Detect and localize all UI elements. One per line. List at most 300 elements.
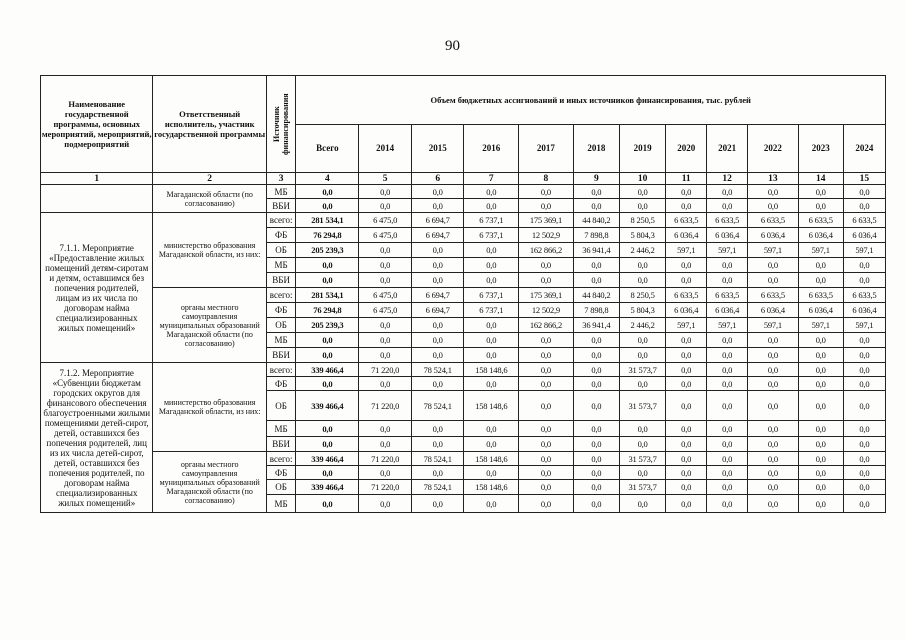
total-cell: 0,0 xyxy=(296,348,359,363)
value-cell: 0,0 xyxy=(666,480,707,495)
column-number: 8 xyxy=(519,173,574,185)
value-cell: 78 524,1 xyxy=(411,391,464,421)
value-cell: 0,0 xyxy=(519,452,574,466)
value-cell: 0,0 xyxy=(573,437,619,452)
value-cell: 597,1 xyxy=(843,318,885,333)
value-cell: 0,0 xyxy=(707,348,748,363)
header-executor: Ответственный исполнитель, участник государственной программы xyxy=(153,76,266,173)
total-cell: 281 534,1 xyxy=(296,213,359,228)
value-cell: 597,1 xyxy=(707,243,748,258)
header-year: 2015 xyxy=(411,124,464,173)
value-cell: 0,0 xyxy=(573,421,619,437)
value-cell: 0,0 xyxy=(748,466,798,480)
source-cell: ВБИ xyxy=(266,348,295,363)
value-cell: 0,0 xyxy=(748,199,798,213)
value-cell: 0,0 xyxy=(411,258,464,273)
executor-name: Магаданской области (по согласованию) xyxy=(153,185,266,213)
value-cell: 0,0 xyxy=(798,466,843,480)
value-cell: 0,0 xyxy=(464,437,519,452)
value-cell: 6 633,5 xyxy=(707,288,748,303)
source-cell: ВБИ xyxy=(266,437,295,452)
value-cell: 5 804,3 xyxy=(619,303,665,318)
value-cell: 6 036,4 xyxy=(798,228,843,243)
value-cell: 0,0 xyxy=(359,318,412,333)
value-cell: 0,0 xyxy=(411,466,464,480)
value-cell: 6 737,1 xyxy=(464,213,519,228)
value-cell: 0,0 xyxy=(573,185,619,199)
value-cell: 0,0 xyxy=(666,273,707,288)
value-cell: 0,0 xyxy=(707,258,748,273)
value-cell: 0,0 xyxy=(464,318,519,333)
source-cell: МБ xyxy=(266,421,295,437)
value-cell: 6 633,5 xyxy=(707,213,748,228)
value-cell: 0,0 xyxy=(843,348,885,363)
value-cell: 0,0 xyxy=(748,437,798,452)
total-cell: 0,0 xyxy=(296,273,359,288)
value-cell: 0,0 xyxy=(748,391,798,421)
value-cell: 0,0 xyxy=(464,273,519,288)
total-cell: 281 534,1 xyxy=(296,288,359,303)
value-cell: 0,0 xyxy=(573,333,619,348)
value-cell: 0,0 xyxy=(843,391,885,421)
value-cell: 31 573,7 xyxy=(619,391,665,421)
value-cell: 0,0 xyxy=(843,185,885,199)
value-cell: 0,0 xyxy=(707,391,748,421)
value-cell: 0,0 xyxy=(411,273,464,288)
executor-name: министерство образования Магаданской области, из них: xyxy=(153,363,266,452)
value-cell: 0,0 xyxy=(748,185,798,199)
column-number: 10 xyxy=(619,173,665,185)
value-cell: 6 633,5 xyxy=(843,213,885,228)
table-row xyxy=(41,185,886,199)
value-cell: 6 737,1 xyxy=(464,288,519,303)
value-cell: 0,0 xyxy=(666,437,707,452)
header-year: 2020 xyxy=(666,124,707,173)
total-cell: 0,0 xyxy=(296,185,359,199)
value-cell: 0,0 xyxy=(411,348,464,363)
value-cell: 0,0 xyxy=(464,466,519,480)
value-cell: 0,0 xyxy=(519,480,574,495)
value-cell: 6 694,7 xyxy=(411,288,464,303)
value-cell: 12 502,9 xyxy=(519,228,574,243)
value-cell: 0,0 xyxy=(798,437,843,452)
value-cell: 0,0 xyxy=(573,258,619,273)
value-cell: 0,0 xyxy=(666,466,707,480)
value-cell: 7 898,8 xyxy=(573,228,619,243)
value-cell: 162 866,2 xyxy=(519,318,574,333)
value-cell: 6 036,4 xyxy=(748,303,798,318)
value-cell: 0,0 xyxy=(519,333,574,348)
value-cell: 0,0 xyxy=(619,495,665,513)
value-cell: 6 694,7 xyxy=(411,213,464,228)
value-cell: 0,0 xyxy=(666,377,707,391)
total-cell: 339 466,4 xyxy=(296,363,359,377)
value-cell: 6 633,5 xyxy=(666,213,707,228)
value-cell: 0,0 xyxy=(464,199,519,213)
value-cell: 6 475,0 xyxy=(359,213,412,228)
value-cell: 175 369,1 xyxy=(519,288,574,303)
total-cell: 0,0 xyxy=(296,199,359,213)
value-cell: 0,0 xyxy=(843,480,885,495)
value-cell: 0,0 xyxy=(707,363,748,377)
program-name xyxy=(41,185,153,213)
value-cell: 0,0 xyxy=(411,421,464,437)
value-cell: 597,1 xyxy=(798,318,843,333)
value-cell: 6 694,7 xyxy=(411,303,464,318)
value-cell: 0,0 xyxy=(748,333,798,348)
value-cell: 0,0 xyxy=(843,199,885,213)
value-cell: 0,0 xyxy=(798,348,843,363)
header-year: 2019 xyxy=(619,124,665,173)
value-cell: 0,0 xyxy=(619,258,665,273)
source-cell: ОБ xyxy=(266,243,295,258)
value-cell: 0,0 xyxy=(798,495,843,513)
value-cell: 7 898,8 xyxy=(573,303,619,318)
value-cell: 0,0 xyxy=(798,273,843,288)
value-cell: 0,0 xyxy=(843,421,885,437)
value-cell: 0,0 xyxy=(748,480,798,495)
value-cell: 0,0 xyxy=(707,480,748,495)
column-number: 1 xyxy=(41,173,153,185)
value-cell: 0,0 xyxy=(707,495,748,513)
header-year: 2024 xyxy=(843,124,885,173)
value-cell: 158 148,6 xyxy=(464,391,519,421)
value-cell: 6 633,5 xyxy=(748,213,798,228)
value-cell: 0,0 xyxy=(573,495,619,513)
value-cell: 0,0 xyxy=(359,348,412,363)
header-source: Источник финансирования xyxy=(266,76,295,173)
source-cell: ОБ xyxy=(266,391,295,421)
value-cell: 0,0 xyxy=(464,421,519,437)
value-cell: 71 220,0 xyxy=(359,391,412,421)
program-name: 7.1.1. Мероприятие «Предоставление жилых помещений детям-сиротам и детям, оставшимся без попечения родителей, лицам из их числа по договорам найма специализированных жилых помещений» xyxy=(41,213,153,363)
value-cell: 0,0 xyxy=(619,273,665,288)
source-cell: всего: xyxy=(266,213,295,228)
source-cell: ВБИ xyxy=(266,273,295,288)
column-number: 15 xyxy=(843,173,885,185)
value-cell: 0,0 xyxy=(573,480,619,495)
value-cell: 0,0 xyxy=(573,363,619,377)
value-cell: 0,0 xyxy=(519,348,574,363)
source-cell: ОБ xyxy=(266,318,295,333)
source-cell: ФБ xyxy=(266,303,295,318)
total-cell: 339 466,4 xyxy=(296,480,359,495)
value-cell: 31 573,7 xyxy=(619,363,665,377)
total-cell: 0,0 xyxy=(296,466,359,480)
executor-name: министерство образования Магаданской области, из них: xyxy=(153,213,266,288)
total-cell: 339 466,4 xyxy=(296,452,359,466)
value-cell: 0,0 xyxy=(798,377,843,391)
total-cell: 0,0 xyxy=(296,333,359,348)
value-cell: 0,0 xyxy=(707,452,748,466)
value-cell: 0,0 xyxy=(798,363,843,377)
value-cell: 6 737,1 xyxy=(464,303,519,318)
value-cell: 0,0 xyxy=(359,466,412,480)
header-year: Всего xyxy=(296,124,359,173)
value-cell: 6 036,4 xyxy=(666,303,707,318)
value-cell: 0,0 xyxy=(519,391,574,421)
total-cell: 205 239,3 xyxy=(296,318,359,333)
value-cell: 0,0 xyxy=(843,452,885,466)
value-cell: 175 369,1 xyxy=(519,213,574,228)
value-cell: 0,0 xyxy=(573,466,619,480)
value-cell: 0,0 xyxy=(619,185,665,199)
page-number: 90 xyxy=(445,38,460,54)
value-cell: 0,0 xyxy=(411,377,464,391)
value-cell: 597,1 xyxy=(798,243,843,258)
value-cell: 597,1 xyxy=(843,243,885,258)
value-cell: 6 633,5 xyxy=(798,213,843,228)
value-cell: 6 737,1 xyxy=(464,228,519,243)
header-year: 2023 xyxy=(798,124,843,173)
value-cell: 0,0 xyxy=(748,377,798,391)
value-cell: 0,0 xyxy=(843,333,885,348)
value-cell: 0,0 xyxy=(573,391,619,421)
value-cell: 0,0 xyxy=(573,273,619,288)
value-cell: 158 148,6 xyxy=(464,452,519,466)
value-cell: 0,0 xyxy=(798,421,843,437)
value-cell: 12 502,9 xyxy=(519,303,574,318)
value-cell: 0,0 xyxy=(359,495,412,513)
column-number: 13 xyxy=(748,173,798,185)
source-cell: всего: xyxy=(266,363,295,377)
total-cell: 0,0 xyxy=(296,495,359,513)
value-cell: 0,0 xyxy=(666,391,707,421)
table-row xyxy=(41,363,886,377)
value-cell: 0,0 xyxy=(748,258,798,273)
value-cell: 8 250,5 xyxy=(619,288,665,303)
value-cell: 0,0 xyxy=(464,243,519,258)
total-cell: 205 239,3 xyxy=(296,243,359,258)
value-cell: 0,0 xyxy=(666,452,707,466)
executor-name: органы местного самоуправления муниципальных образований Магаданской области (по согласованию) xyxy=(153,452,266,513)
value-cell: 36 941,4 xyxy=(573,243,619,258)
source-cell: МБ xyxy=(266,333,295,348)
value-cell: 0,0 xyxy=(666,421,707,437)
value-cell: 31 573,7 xyxy=(619,480,665,495)
value-cell: 0,0 xyxy=(464,348,519,363)
value-cell: 2 446,2 xyxy=(619,243,665,258)
value-cell: 0,0 xyxy=(748,421,798,437)
value-cell: 0,0 xyxy=(411,185,464,199)
value-cell: 6 036,4 xyxy=(843,303,885,318)
value-cell: 0,0 xyxy=(519,377,574,391)
value-cell: 0,0 xyxy=(573,452,619,466)
value-cell: 0,0 xyxy=(359,437,412,452)
value-cell: 0,0 xyxy=(843,377,885,391)
header-year: 2017 xyxy=(519,124,574,173)
value-cell: 0,0 xyxy=(519,185,574,199)
header-year: 2016 xyxy=(464,124,519,173)
value-cell: 0,0 xyxy=(619,377,665,391)
total-cell: 0,0 xyxy=(296,421,359,437)
source-cell: ФБ xyxy=(266,228,295,243)
source-cell: ФБ xyxy=(266,377,295,391)
value-cell: 0,0 xyxy=(359,243,412,258)
value-cell: 6 475,0 xyxy=(359,303,412,318)
program-name: 7.1.2. Мероприятие «Субвенции бюджетам городских округов для финансового обеспечения благоустроенными жилыми помещениями детей-сирот, детей, оставшихся без попечения родителей, лиц из их числа детей-сирот, детей, оставшихся без попечения родителей, по договорам найма специализированных жилых помещений» xyxy=(41,363,153,513)
value-cell: 0,0 xyxy=(666,348,707,363)
value-cell: 0,0 xyxy=(843,495,885,513)
value-cell: 6 694,7 xyxy=(411,228,464,243)
value-cell: 6 036,4 xyxy=(707,228,748,243)
value-cell: 0,0 xyxy=(666,199,707,213)
value-cell: 0,0 xyxy=(619,199,665,213)
value-cell: 6 036,4 xyxy=(748,228,798,243)
value-cell: 0,0 xyxy=(843,273,885,288)
value-cell: 0,0 xyxy=(573,377,619,391)
value-cell: 0,0 xyxy=(519,363,574,377)
value-cell: 0,0 xyxy=(666,333,707,348)
value-cell: 0,0 xyxy=(464,495,519,513)
source-cell: ФБ xyxy=(266,466,295,480)
value-cell: 0,0 xyxy=(519,258,574,273)
header-year: 2014 xyxy=(359,124,412,173)
column-number: 6 xyxy=(411,173,464,185)
value-cell: 0,0 xyxy=(573,199,619,213)
value-cell: 2 446,2 xyxy=(619,318,665,333)
value-cell: 0,0 xyxy=(359,377,412,391)
value-cell: 597,1 xyxy=(748,318,798,333)
column-number: 9 xyxy=(573,173,619,185)
source-cell: ВБИ xyxy=(266,199,295,213)
value-cell: 0,0 xyxy=(798,199,843,213)
value-cell: 44 840,2 xyxy=(573,288,619,303)
total-cell: 0,0 xyxy=(296,258,359,273)
value-cell: 6 036,4 xyxy=(666,228,707,243)
table-row xyxy=(41,452,886,466)
funding-table xyxy=(40,75,886,513)
value-cell: 0,0 xyxy=(707,185,748,199)
value-cell: 0,0 xyxy=(798,258,843,273)
value-cell: 0,0 xyxy=(411,495,464,513)
value-cell: 0,0 xyxy=(619,437,665,452)
value-cell: 6 475,0 xyxy=(359,288,412,303)
value-cell: 0,0 xyxy=(666,363,707,377)
header-year: 2022 xyxy=(748,124,798,173)
column-number: 3 xyxy=(266,173,295,185)
table-row xyxy=(41,288,886,303)
value-cell: 0,0 xyxy=(798,452,843,466)
value-cell: 0,0 xyxy=(843,466,885,480)
value-cell: 597,1 xyxy=(707,318,748,333)
value-cell: 0,0 xyxy=(666,258,707,273)
value-cell: 0,0 xyxy=(359,199,412,213)
value-cell: 0,0 xyxy=(748,495,798,513)
value-cell: 0,0 xyxy=(411,437,464,452)
column-number: 12 xyxy=(707,173,748,185)
column-number: 11 xyxy=(666,173,707,185)
source-cell: всего: xyxy=(266,452,295,466)
value-cell: 0,0 xyxy=(464,258,519,273)
value-cell: 36 941,4 xyxy=(573,318,619,333)
column-number: 7 xyxy=(464,173,519,185)
source-cell: МБ xyxy=(266,185,295,199)
value-cell: 0,0 xyxy=(707,199,748,213)
value-cell: 0,0 xyxy=(573,348,619,363)
value-cell: 0,0 xyxy=(748,348,798,363)
value-cell: 71 220,0 xyxy=(359,452,412,466)
value-cell: 6 633,5 xyxy=(798,288,843,303)
value-cell: 597,1 xyxy=(666,318,707,333)
source-cell: всего: xyxy=(266,288,295,303)
value-cell: 0,0 xyxy=(359,258,412,273)
value-cell: 78 524,1 xyxy=(411,480,464,495)
value-cell: 597,1 xyxy=(748,243,798,258)
value-cell: 78 524,1 xyxy=(411,452,464,466)
value-cell: 0,0 xyxy=(798,480,843,495)
value-cell: 6 475,0 xyxy=(359,228,412,243)
value-cell: 0,0 xyxy=(519,437,574,452)
value-cell: 0,0 xyxy=(707,466,748,480)
value-cell: 8 250,5 xyxy=(619,213,665,228)
value-cell: 6 633,5 xyxy=(748,288,798,303)
value-cell: 0,0 xyxy=(619,348,665,363)
value-cell: 0,0 xyxy=(519,199,574,213)
value-cell: 0,0 xyxy=(519,495,574,513)
value-cell: 0,0 xyxy=(359,421,412,437)
value-cell: 0,0 xyxy=(411,243,464,258)
value-cell: 0,0 xyxy=(411,318,464,333)
source-cell: МБ xyxy=(266,495,295,513)
table-row xyxy=(41,213,886,228)
total-cell: 76 294,8 xyxy=(296,228,359,243)
value-cell: 0,0 xyxy=(411,333,464,348)
value-cell: 71 220,0 xyxy=(359,480,412,495)
value-cell: 0,0 xyxy=(359,185,412,199)
header-year: 2021 xyxy=(707,124,748,173)
executor-name: органы местного самоуправления муниципальных образований Магаданской области (по согласованию) xyxy=(153,288,266,363)
value-cell: 31 573,7 xyxy=(619,452,665,466)
header-year: 2018 xyxy=(573,124,619,173)
value-cell: 6 633,5 xyxy=(843,288,885,303)
source-cell: МБ xyxy=(266,258,295,273)
value-cell: 6 036,4 xyxy=(707,303,748,318)
value-cell: 78 524,1 xyxy=(411,363,464,377)
value-cell: 0,0 xyxy=(843,258,885,273)
value-cell: 6 633,5 xyxy=(666,288,707,303)
value-cell: 0,0 xyxy=(619,333,665,348)
column-number: 2 xyxy=(153,173,266,185)
value-cell: 0,0 xyxy=(843,437,885,452)
value-cell: 0,0 xyxy=(666,495,707,513)
value-cell: 0,0 xyxy=(519,421,574,437)
total-cell: 0,0 xyxy=(296,437,359,452)
value-cell: 0,0 xyxy=(707,437,748,452)
value-cell: 71 220,0 xyxy=(359,363,412,377)
value-cell: 0,0 xyxy=(359,333,412,348)
value-cell: 0,0 xyxy=(359,273,412,288)
value-cell: 0,0 xyxy=(843,363,885,377)
value-cell: 0,0 xyxy=(464,377,519,391)
value-cell: 158 148,6 xyxy=(464,363,519,377)
value-cell: 0,0 xyxy=(798,391,843,421)
value-cell: 0,0 xyxy=(464,333,519,348)
value-cell: 0,0 xyxy=(707,273,748,288)
total-cell: 76 294,8 xyxy=(296,303,359,318)
value-cell: 0,0 xyxy=(748,363,798,377)
value-cell: 158 148,6 xyxy=(464,480,519,495)
value-cell: 44 840,2 xyxy=(573,213,619,228)
column-number: 5 xyxy=(359,173,412,185)
value-cell: 0,0 xyxy=(619,466,665,480)
value-cell: 597,1 xyxy=(666,243,707,258)
header-funding: Объем бюджетных ассигнований и иных источников финансирования, тыс. рублей xyxy=(296,76,886,125)
value-cell: 6 036,4 xyxy=(798,303,843,318)
value-cell: 0,0 xyxy=(798,333,843,348)
value-cell: 0,0 xyxy=(464,185,519,199)
value-cell: 0,0 xyxy=(748,273,798,288)
